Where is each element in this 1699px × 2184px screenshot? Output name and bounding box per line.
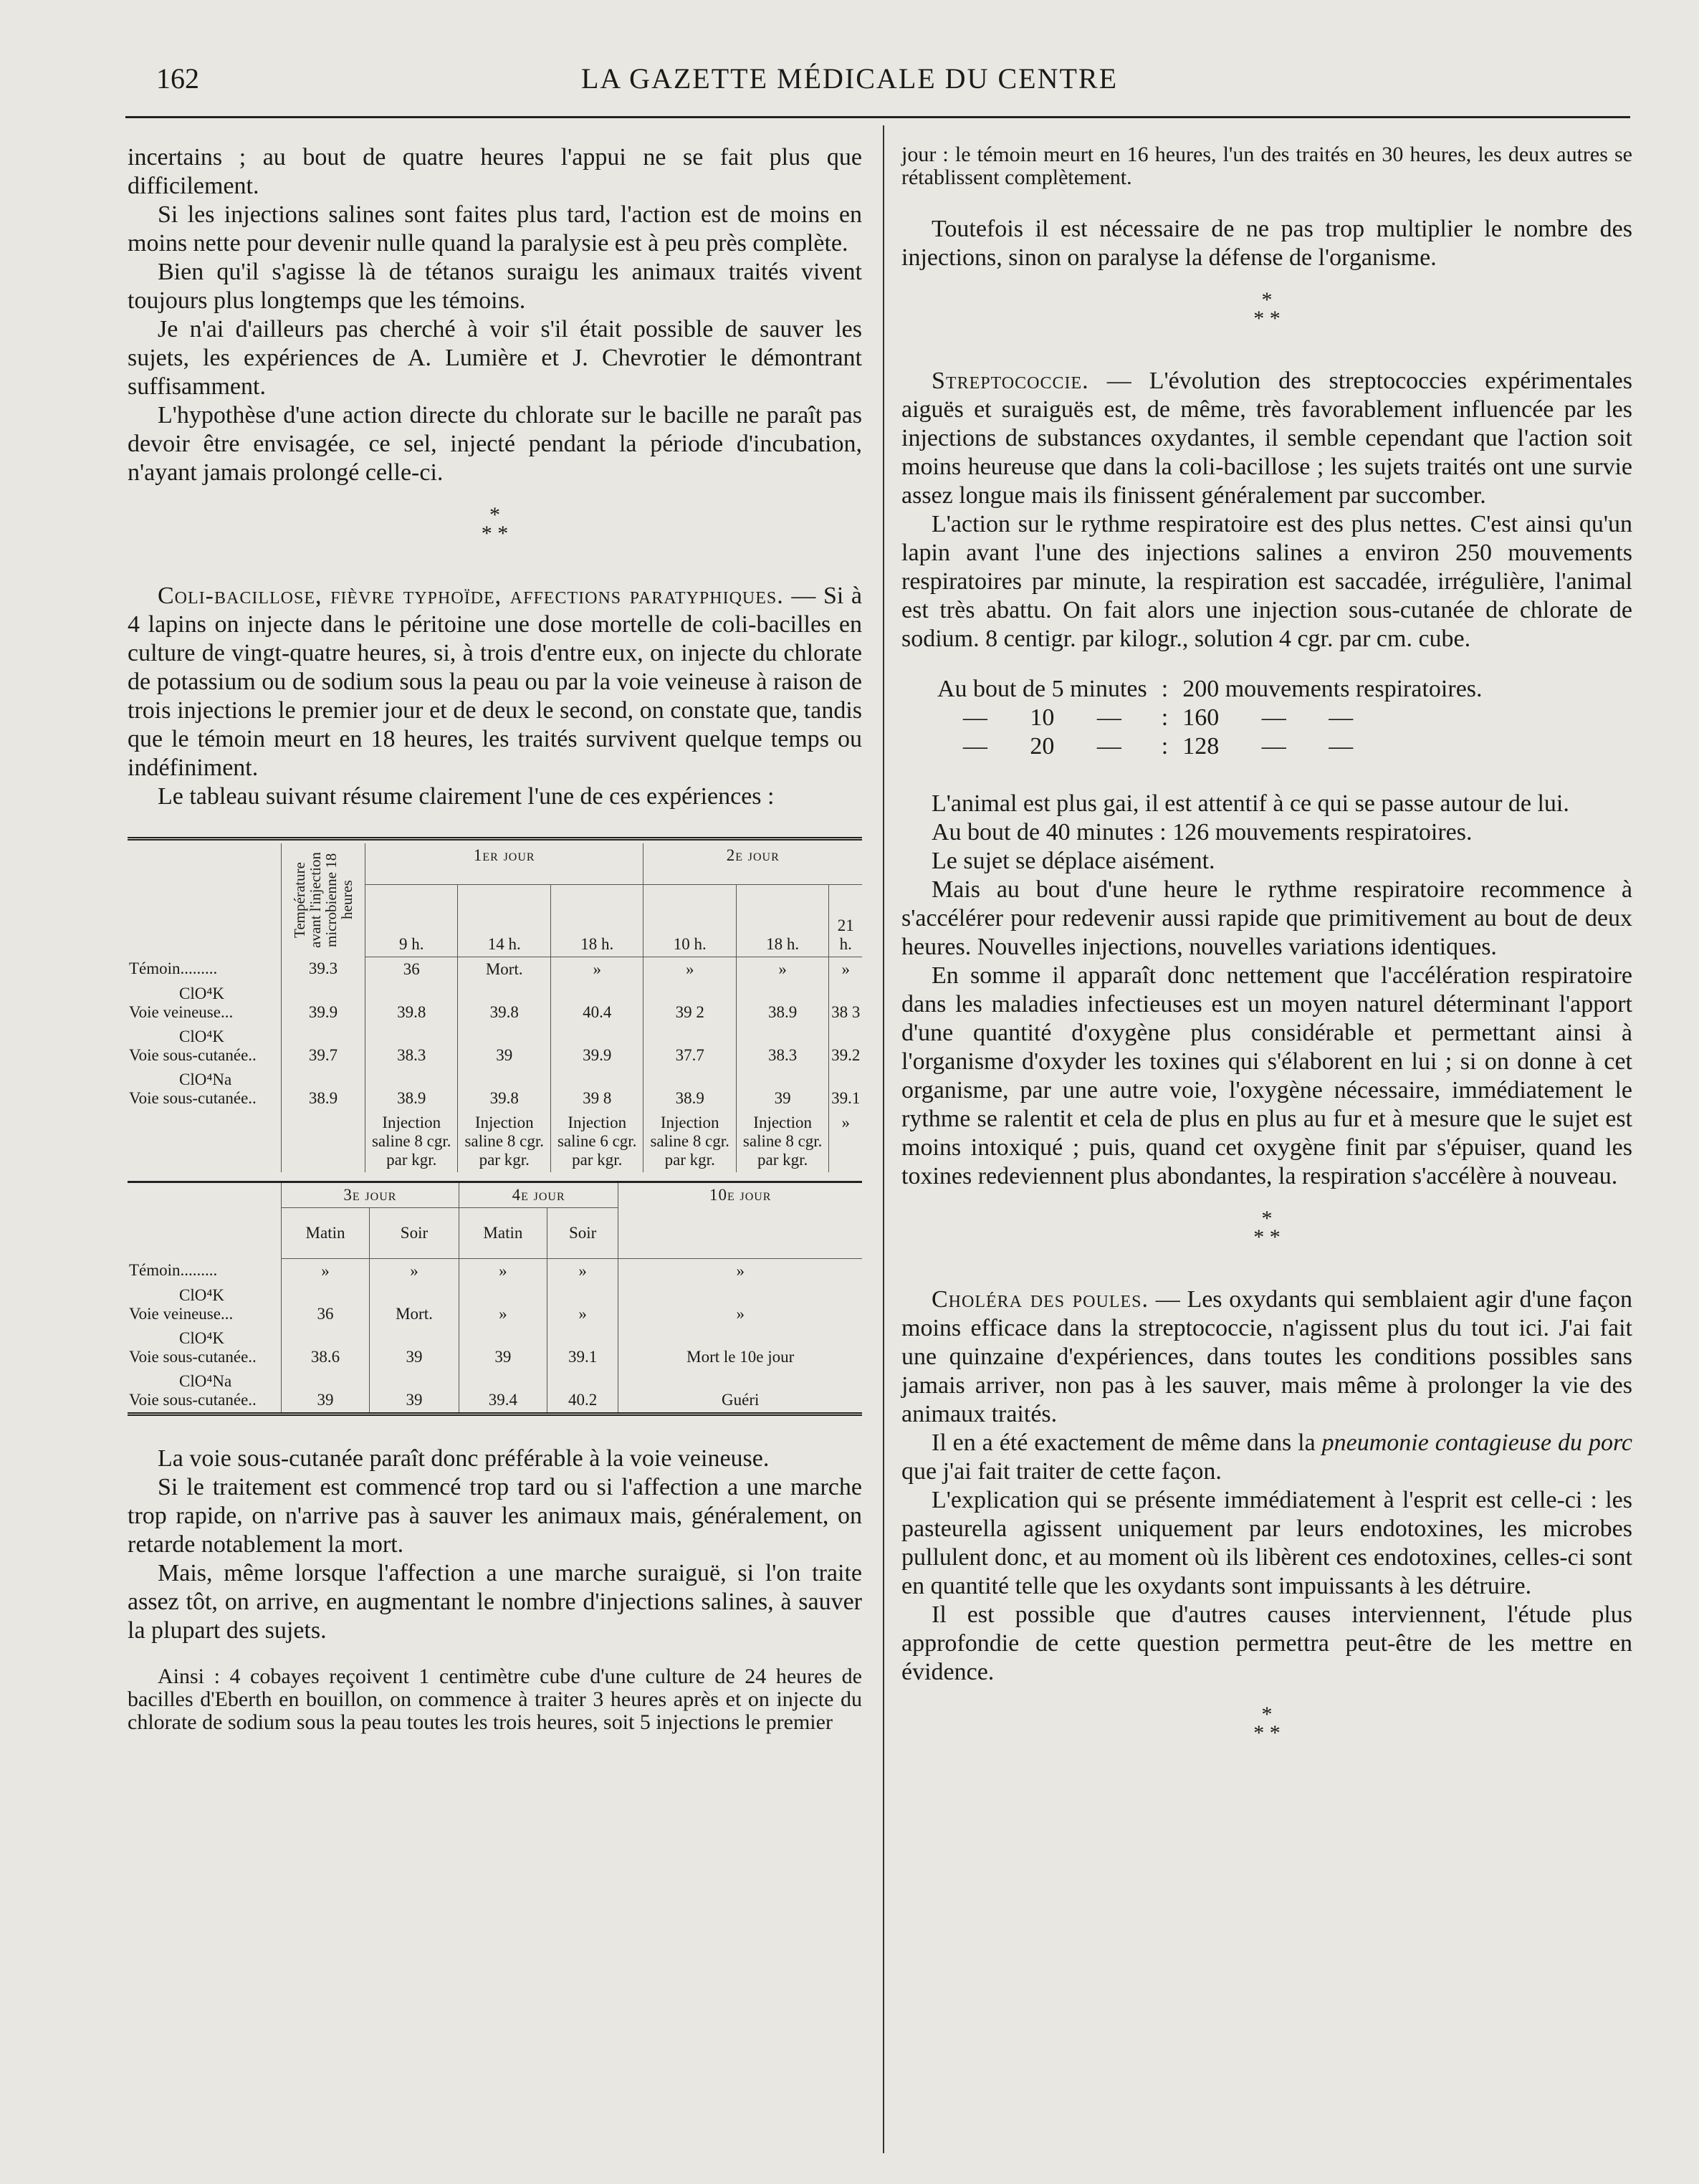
row-label bbox=[128, 1068, 282, 1111]
cell: 128 — — bbox=[1182, 733, 1354, 760]
cell: 39.8 bbox=[458, 1068, 550, 1111]
cell: 39.3 bbox=[282, 957, 365, 982]
cell: 39 2 bbox=[643, 982, 736, 1025]
cell: 38.9 bbox=[643, 1068, 736, 1111]
cell: 39 bbox=[458, 1025, 550, 1068]
row-label-text: Voie sous-cutanée.. bbox=[129, 1045, 257, 1064]
row-label-text: Voie sous-cutanée.. bbox=[129, 1390, 257, 1409]
cell: : bbox=[1161, 733, 1169, 760]
section-heading: Choléra des poules. bbox=[932, 1286, 1149, 1313]
table-row bbox=[128, 1068, 862, 1111]
temperature-table-days-3-10 bbox=[128, 1181, 862, 1412]
temperature-table-days-1-2 bbox=[128, 843, 862, 1172]
row-sublabel: ClO⁴Na bbox=[179, 1371, 232, 1390]
paragraph: En somme il apparaît donc nettement que l'accélération respiratoire dans les maladies infectieuses est un moyen naturel déterminant l'apport d'une quantité d'oxygène plus considérable et permettant ainsi à l'organisme d'oxyder les toxines qui s'élaborent en lui ; si on donne à cet organisme, par une autre voie, l'oxygène nécessaire, immédiatement le rythme se ralentit et cela de plus en plus au fur et à mesure que le sujet est moins intoxiqué ; puis, quand cet oxygène finit par s'épuiser, quand les toxines redeviennent plus abondantes, la respiration s'accélère à nouveau. bbox=[901, 962, 1632, 1189]
injection-note: » bbox=[829, 1111, 862, 1172]
morning-header: Matin bbox=[282, 1207, 370, 1258]
row-label-header bbox=[128, 843, 282, 957]
right-column bbox=[901, 143, 1632, 1781]
day3-header: 3e jour bbox=[282, 1182, 459, 1207]
row-label: Témoin......... bbox=[129, 959, 218, 977]
cell: 39 bbox=[282, 1369, 370, 1412]
table-row bbox=[930, 704, 1490, 732]
cell: » bbox=[643, 957, 736, 982]
cell: : bbox=[1161, 676, 1169, 702]
cell: » bbox=[547, 1258, 618, 1283]
section-text: — Les oxydants qui semblaient agir d'une façon moins efficace dans la streptococcie, n'agissent plus du tout ici. J'ai fait une quinzaine d'expériences, dans toutes les conditions possibles sans jamais arriver, non pas à les sauver, mais même à prolonger la vie des animaux traités. bbox=[901, 1286, 1632, 1427]
row-label bbox=[128, 1283, 282, 1326]
cell: 38.9 bbox=[365, 1068, 458, 1111]
table-row bbox=[128, 1258, 862, 1283]
paragraph: Mais au bout d'une heure le rythme respiratoire recommence à s'accélérer pour redevenir aussi rapide que primitivement au bout de deux heures. Nouvelles injections, nouvelles variations identiques. bbox=[901, 876, 1632, 960]
table-row bbox=[128, 957, 862, 982]
cell: : bbox=[1161, 704, 1169, 731]
hour-header: 14 h. bbox=[458, 884, 550, 957]
section-heading: Streptococcie. bbox=[932, 368, 1089, 394]
section-separator: * * * bbox=[481, 503, 509, 545]
injection-note: Injection saline 8 cgr. par kgr. bbox=[643, 1111, 736, 1172]
cell: » bbox=[370, 1258, 459, 1283]
morning-header: Matin bbox=[459, 1207, 547, 1258]
paragraph: Le tableau suivant résume clairement l'une de ces expériences : bbox=[158, 783, 775, 810]
hour-header: 10 h. bbox=[643, 884, 736, 957]
paragraph: incertains ; au bout de quatre heures l'appui ne se fait plus que difficilement. bbox=[128, 144, 862, 199]
cell: » bbox=[618, 1258, 862, 1283]
text-span: Il en a été exactement de même dans la bbox=[932, 1429, 1322, 1456]
cell: » bbox=[459, 1258, 547, 1283]
cell: 39 bbox=[370, 1369, 459, 1412]
day4-header: 4e jour bbox=[459, 1182, 618, 1207]
table-row bbox=[128, 1025, 862, 1068]
row-sublabel: ClO⁴Na bbox=[179, 1070, 232, 1088]
paragraph: L'action sur le rythme respiratoire est des plus nettes. C'est ainsi qu'un lapin avant l'une des injections salines a environ 250 mouvements respiratoires par minute, la respiration est saccadée, irrégulière, l'animal est très abattu. On fait alors une injection sous-cutanée de chlorate de sodium. 8 centigr. par kilogr., solution 4 cgr. par cm. cube. bbox=[901, 511, 1632, 652]
cell: 39.1 bbox=[547, 1326, 618, 1369]
cell: 38.9 bbox=[282, 1068, 365, 1111]
paragraph: Toutefois il est nécessaire de ne pas trop multiplier le nombre des injections, sinon on paralyse la défense de l'organisme. bbox=[901, 216, 1632, 271]
section-paragraph bbox=[901, 1285, 1632, 1429]
temp-header-cell bbox=[282, 843, 365, 957]
cell: Au bout de 5 minutes bbox=[937, 676, 1147, 702]
header-rule bbox=[125, 116, 1630, 118]
row-label bbox=[128, 1369, 282, 1412]
text-span: que j'ai fait traiter de cette façon. bbox=[901, 1458, 1222, 1485]
cell: » bbox=[736, 957, 828, 982]
paragraph: Bien qu'il s'agisse là de tétanos suraigu les animaux traités vivent toujours plus longtemps que les témoins. bbox=[128, 259, 862, 314]
row-sublabel: ClO⁴K bbox=[179, 1027, 224, 1045]
table-row bbox=[128, 1326, 862, 1369]
row-label bbox=[128, 1025, 282, 1068]
cell: » bbox=[550, 957, 643, 982]
day10-header: 10e jour bbox=[618, 1182, 862, 1258]
row-label-text: Voie veineuse... bbox=[129, 1002, 234, 1021]
paragraph: Le sujet se déplace aisément. bbox=[932, 848, 1215, 874]
cell: 37.7 bbox=[643, 1025, 736, 1068]
cell: 39 bbox=[370, 1326, 459, 1369]
temp-header: Température avant l'injection microbienne 18 heures bbox=[291, 852, 355, 948]
row-label bbox=[128, 1326, 282, 1369]
table-row bbox=[930, 732, 1490, 761]
row-label bbox=[128, 982, 282, 1025]
injection-note: Injection saline 8 cgr. par kgr. bbox=[458, 1111, 550, 1172]
cell: 39 bbox=[736, 1068, 828, 1111]
row-sublabel: ClO⁴K bbox=[179, 1285, 224, 1304]
injection-note: Injection saline 8 cgr. par kgr. bbox=[365, 1111, 458, 1172]
paragraph bbox=[901, 1429, 1632, 1486]
data-table-wrapper bbox=[128, 837, 862, 1416]
page-header bbox=[0, 56, 1699, 106]
page-number: 162 bbox=[156, 62, 199, 95]
paragraph: Si les injections salines sont faites plus tard, l'action est de moins en moins nette pour devenir nulle quand la paralysie est à peu près complète. bbox=[128, 201, 862, 257]
section-heading: Coli-bacillose, fièvre typhoïde, affections paratyphiques. bbox=[158, 583, 784, 609]
cell: » bbox=[282, 1258, 370, 1283]
cell: 200 mouvements respiratoires. bbox=[1182, 676, 1483, 702]
hour-header: 9 h. bbox=[365, 884, 458, 957]
paragraph-small: jour : le témoin meurt en 16 heures, l'un des traités en 30 heures, les deux autres se rétablissent complètement. bbox=[901, 143, 1632, 189]
section-separator: * * * bbox=[1253, 288, 1281, 330]
cell: 39.8 bbox=[365, 982, 458, 1025]
cell: 36 bbox=[282, 1283, 370, 1326]
paragraph: L'animal est plus gai, il est attentif à ce qui se passe autour de lui. bbox=[932, 790, 1569, 817]
cell: 39.8 bbox=[458, 982, 550, 1025]
cell: Mort. bbox=[458, 957, 550, 982]
cell: 38 3 bbox=[829, 982, 862, 1025]
evening-header: Soir bbox=[370, 1207, 459, 1258]
section-paragraph bbox=[901, 367, 1632, 510]
cell: 39.1 bbox=[829, 1068, 862, 1111]
day2-header: 2e jour bbox=[643, 843, 862, 884]
paragraph: L'hypothèse d'une action directe du chlorate sur le bacille ne paraît pas devoir être envisagée, ce sel, injecté pendant la période d'incubation, n'ayant jamais prolongé celle-ci. bbox=[128, 402, 862, 486]
paragraph: Mais, même lorsque l'affection a une marche suraiguë, si l'on traite assez tôt, on arrive, en augmentant le nombre d'injections salines, à sauver la plupart des sujets. bbox=[128, 1559, 862, 1644]
row-sublabel: ClO⁴K bbox=[179, 1328, 224, 1347]
paragraph: La voie sous-cutanée paraît donc préférable à la voie veineuse. bbox=[158, 1445, 770, 1472]
cell: 39 8 bbox=[550, 1068, 643, 1111]
italic-term: pneumonie contagieuse du porc bbox=[1321, 1429, 1633, 1456]
cell: 39.7 bbox=[282, 1025, 365, 1068]
cell: 160 — — bbox=[1182, 704, 1354, 731]
cell: 38.9 bbox=[736, 982, 828, 1025]
row-label-text: Voie sous-cutanée.. bbox=[129, 1347, 257, 1366]
cell: 38.3 bbox=[736, 1025, 828, 1068]
injection-note: Injection saline 8 cgr. par kgr. bbox=[736, 1111, 828, 1172]
section-text: — Si à 4 lapins on injecte dans le péritoine une dose mortelle de coli-bacilles en culture de vingt-quatre heures, si, à trois d'entre eux, on injecte du chlorate de potassium ou de sodium sous la peau ou par la voie veineuse à raison de trois injections le premier jour et de deux le second, on constate que, tandis que le témoin meurt en 18 heures, les traités survivent quelque temps ou indéfiniment. bbox=[128, 583, 863, 781]
table-row bbox=[128, 1369, 862, 1412]
row-label: Témoin......... bbox=[129, 1261, 218, 1279]
hour-header: 21 h. bbox=[829, 884, 862, 957]
cell: Mort le 10e jour bbox=[618, 1326, 862, 1369]
section-paragraph bbox=[128, 582, 862, 782]
section-text: — L'évolution des streptococcies expérimentales aiguës et suraiguës est, de même, très favorablement influencée par les injections de substances oxydantes, il semble cependant que l'action soit moins heureuse que dans la coli-bacillose ; les sujets traités ont une survie assez longue mais ils finissent généralement par succomber. bbox=[901, 368, 1632, 509]
cell: » bbox=[618, 1283, 862, 1326]
cell: 39.9 bbox=[282, 982, 365, 1025]
journal-title: LA GAZETTE MÉDICALE DU CENTRE bbox=[580, 62, 1118, 95]
cell: 38.6 bbox=[282, 1326, 370, 1369]
table-row bbox=[930, 675, 1490, 704]
cell: Mort. bbox=[370, 1283, 459, 1326]
evening-header: Soir bbox=[547, 1207, 618, 1258]
cell: 39 bbox=[459, 1326, 547, 1369]
cell: 36 bbox=[365, 957, 458, 982]
cell: 40.4 bbox=[550, 982, 643, 1025]
cell: 40.2 bbox=[547, 1369, 618, 1412]
cell: — 20 — bbox=[962, 733, 1121, 760]
cell: » bbox=[829, 957, 862, 982]
hour-header: 18 h. bbox=[736, 884, 828, 957]
paragraph: Si le traitement est commencé trop tard ou si l'affection a une marche trop rapide, on n'arrive pas à sauver les animaux mais, généralement, on retarde notablement la mort. bbox=[128, 1473, 862, 1558]
cell: » bbox=[547, 1283, 618, 1326]
injection-notes-row bbox=[128, 1111, 862, 1172]
row-label-text: Voie veineuse... bbox=[129, 1304, 234, 1323]
respiration-table bbox=[930, 675, 1490, 761]
cell: Guéri bbox=[618, 1369, 862, 1412]
table-row bbox=[128, 982, 862, 1025]
left-column bbox=[128, 143, 862, 1734]
paragraph: L'explication qui se présente immédiatement à l'esprit est celle-ci : les pasteurella agissent uniquement par leurs endotoxines, les microbes pullulent donc, et au moment où ils libèrent ces endotoxines, celles-ci sont en quantité telle que les oxydants sont impuissants à les détruire. bbox=[901, 1487, 1632, 1599]
hour-header: 18 h. bbox=[550, 884, 643, 957]
cell: » bbox=[459, 1283, 547, 1326]
table-row bbox=[128, 1283, 862, 1326]
paragraph: Au bout de 40 minutes : 126 mouvements respiratoires. bbox=[932, 819, 1473, 846]
cell: 39.4 bbox=[459, 1369, 547, 1412]
section-separator: * * * bbox=[1253, 1207, 1281, 1249]
cell: — 10 — bbox=[962, 704, 1121, 731]
row-label-text: Voie sous-cutanée.. bbox=[129, 1088, 257, 1107]
section-separator: * * * bbox=[1253, 1702, 1281, 1745]
cell: 39.2 bbox=[829, 1025, 862, 1068]
cell: 39.9 bbox=[550, 1025, 643, 1068]
cell: 38.3 bbox=[365, 1025, 458, 1068]
injection-note: Injection saline 6 cgr. par kgr. bbox=[550, 1111, 643, 1172]
paragraph: Il est possible que d'autres causes interviennent, l'étude plus approfondie de cette question permettra peut-être de les mettre en évidence. bbox=[901, 1601, 1632, 1685]
column-divider bbox=[883, 125, 884, 2153]
paragraph: Je n'ai d'ailleurs pas cherché à voir s'il était possible de sauver les sujets, les expériences de A. Lumière et J. Chevrotier le démontrant suffisamment. bbox=[128, 316, 862, 400]
row-sublabel: ClO⁴K bbox=[179, 984, 224, 1002]
paragraph-small: Ainsi : 4 cobayes reçoivent 1 centimètre cube d'une culture de 24 heures de bacilles d'Eberth en bouillon, on commence à traiter 3 heures après et on injecte du chlorate de sodium sous la peau toutes les trois heures, soit 5 injections le premier bbox=[128, 1664, 862, 1734]
day1-header: 1er jour bbox=[365, 843, 643, 884]
